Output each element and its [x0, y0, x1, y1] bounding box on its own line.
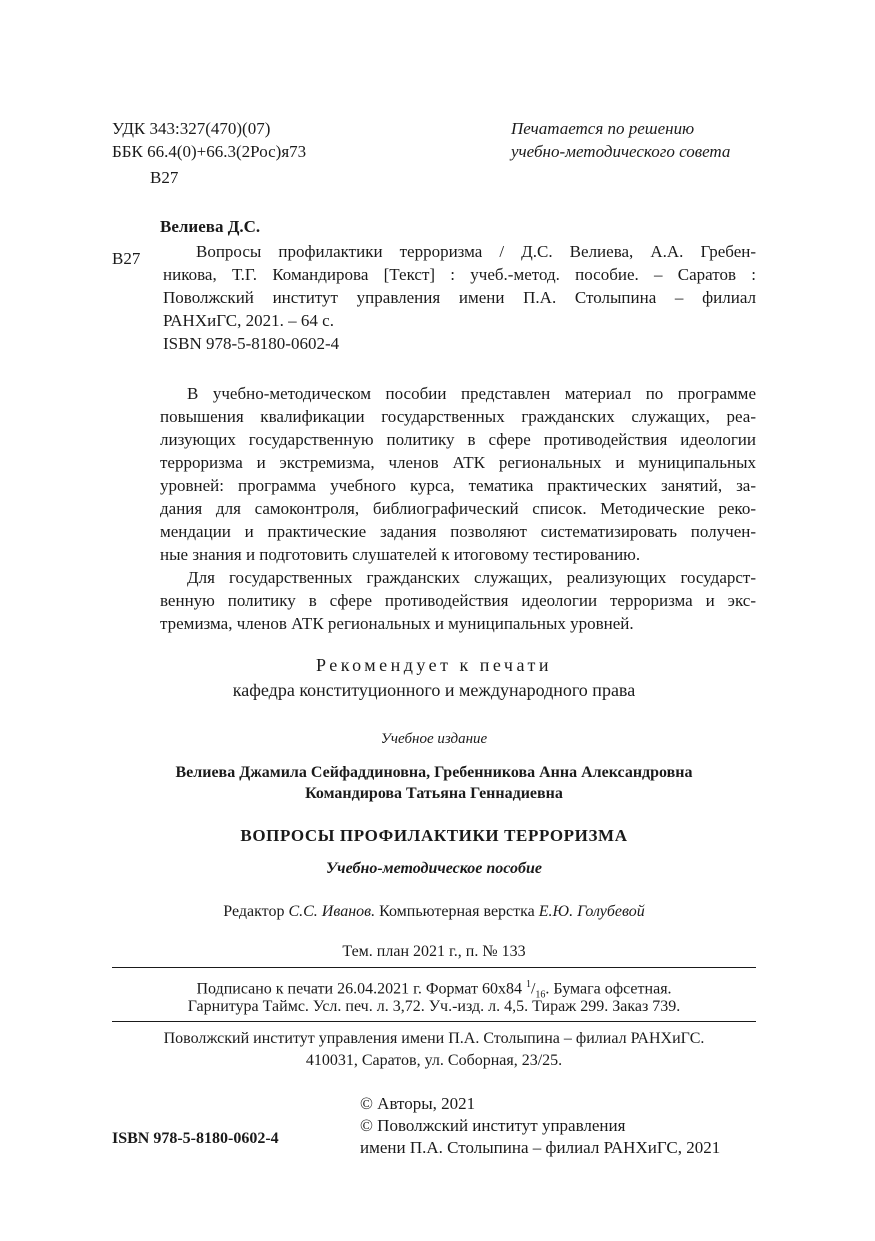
copyright-authors: © Авторы, 2021: [360, 1094, 476, 1113]
abstract-line: дания для самоконтроля, библиографический список. Методические реко-: [160, 499, 756, 518]
author-mark: В27: [150, 168, 179, 187]
udk-code: УДК 343:327(470)(07): [112, 119, 271, 138]
edition-type: Учебное издание: [380, 731, 488, 747]
print-info-line2: Гарнитура Таймс. Усл. печ. л. 3,72. Уч.-изд. л. 4,5. Тираж 299. Заказ 739.: [187, 998, 681, 1015]
divider-top: [112, 967, 756, 968]
credits-line: [112, 900, 756, 923]
bib-isbn: ISBN 978-5-8180-0602-4: [163, 334, 340, 353]
abstract-line: терроризма и экстремизма, членов АТК региональных и муниципальных: [160, 453, 756, 472]
layout-label: Компьютерная верстка: [379, 903, 535, 920]
edition-subtitle: Учебно-методическое пособие: [326, 860, 542, 877]
abstract-line: лизующих государственную политику в сфере противодействия идеологии: [160, 430, 756, 449]
copyright-institute-line1: © Поволжский институт управления: [360, 1116, 626, 1135]
recommend-heading: Рекомендует к печати: [315, 655, 553, 675]
print-signed: Подписано к печати 26.04.2021 г. Формат 60х84: [196, 980, 526, 998]
bib-author: Велиева Д.С.: [160, 217, 261, 236]
recommend-department: кафедра конституционного и международного права: [232, 680, 636, 700]
theme-plan: Тем. план 2021 г., п. № 133: [342, 943, 526, 960]
publisher-address: 410031, Саратов, ул. Соборная, 23/25.: [305, 1052, 563, 1069]
abstract-line: ные знания и подготовить слушателей к итоговому тестированию.: [160, 545, 641, 564]
audience-line: тремизма, членов АТК региональных и муниципальных уровней.: [160, 614, 634, 633]
edition-title: ВОПРОСЫ ПРОФИЛАКТИКИ ТЕРРОРИЗМА: [240, 826, 628, 845]
layout-name: Е.Ю. Голубевой: [538, 903, 645, 920]
editor-label: Редактор: [223, 903, 285, 920]
format-fraction-numerator: 1: [525, 979, 531, 990]
bib-line: Вопросы профилактики терроризма / Д.С. Велиева, А.А. Гребен-: [196, 242, 756, 261]
edition-authors-line2: Командирова Татьяна Геннадиевна: [305, 785, 563, 802]
format-fraction-denominator: 16: [535, 989, 546, 1001]
abstract-line: мендации и практические задания позволяют систематизировать получен-: [160, 522, 756, 541]
abstract: [160, 382, 756, 635]
copyright-institute-line2: имени П.А. Столыпина – филиал РАНХиГС, 2021: [360, 1138, 721, 1157]
bbk-code: ББК 66.4(0)+66.3(2Рос)я73: [112, 142, 307, 161]
abstract-line: В учебно-методическом пособии представлен материал по программе: [187, 384, 756, 403]
edition-authors-line1: Велиева Джамила Сейфаддиновна, Гребенникова Анна Александровна: [175, 764, 693, 781]
audience-line: венную политику в сфере противодействия идеологии терроризма и экс-: [160, 591, 756, 610]
footer-isbn: ISBN 978-5-8180-0602-4: [112, 1130, 279, 1147]
abstract-line: уровней: программа учебного курса, тематика практических занятий, за-: [160, 476, 756, 495]
bib-line: никова, Т.Г. Командирова [Текст] : учеб.-метод. пособие. – Саратов :: [163, 265, 756, 284]
bib-line: Поволжский институт управления имени П.А. Столыпина – филиал: [163, 288, 756, 307]
approval-note-line2: учебно-методического совета: [511, 142, 731, 161]
print-paper: . Бумага офсетная.: [545, 980, 672, 998]
divider-bottom: [112, 1021, 756, 1022]
format-fraction-slash: /: [530, 980, 536, 998]
audience-line: Для государственных гражданских служащих, реализующих государст-: [187, 568, 756, 587]
bib-author-mark: В27: [112, 249, 141, 268]
bib-description: [163, 240, 756, 355]
approval-note-line1: Печатается по решению: [511, 119, 695, 138]
abstract-line: повышения квалификации государственных гражданских служащих, реа-: [160, 407, 756, 426]
editor-name: С.С. Иванов.: [288, 903, 376, 920]
publisher-name: Поволжский институт управления имени П.А. Столыпина – филиал РАНХиГС.: [163, 1030, 705, 1047]
bib-line: РАНХиГС, 2021. – 64 с.: [163, 311, 334, 330]
